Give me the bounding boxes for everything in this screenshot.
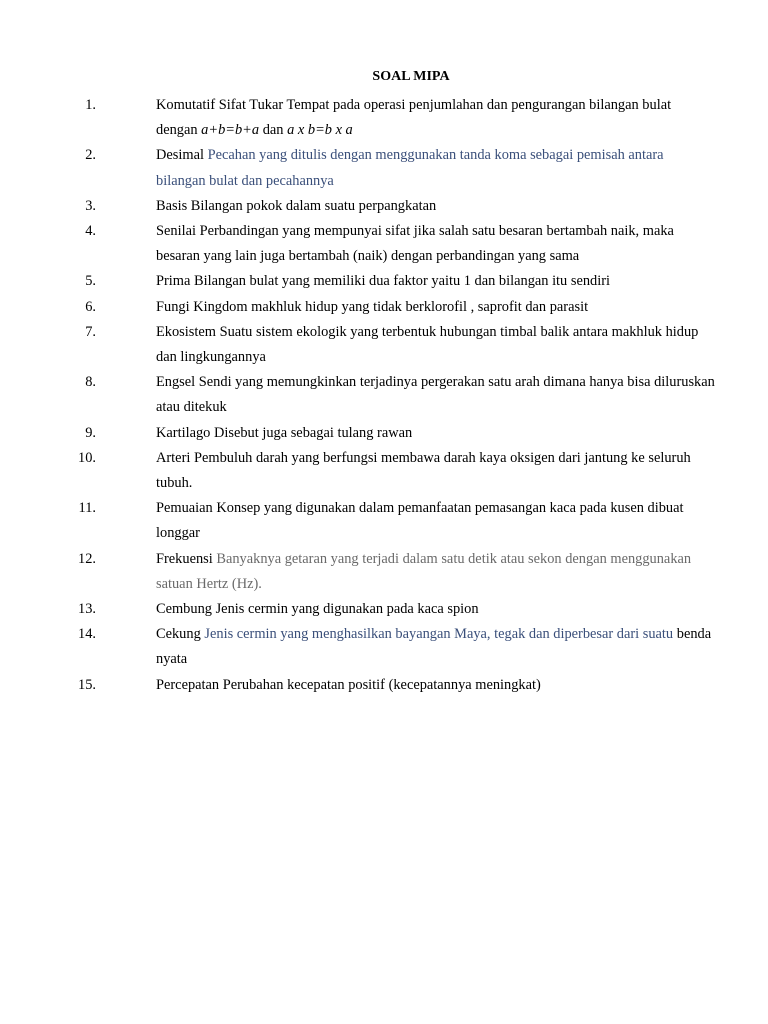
list-item-8 (0, 370, 716, 420)
item-number: 6. (85, 298, 96, 315)
item-term: Frekuensi (156, 550, 213, 567)
item-number: 9. (85, 424, 96, 441)
item-number: 4. (85, 223, 96, 240)
item-term: Kartilago (156, 424, 211, 441)
item-number: 14. (78, 626, 96, 643)
item-definition: Perubahan kecepatan positif (kecepatannya meningkat) (222, 676, 541, 693)
item-definition-continued: benda nyata (156, 626, 712, 668)
item-connector: dan (262, 122, 284, 139)
item-term: Engsel (156, 374, 196, 391)
item-definition: Pembuluh darah yang berfungsi membawa darah kaya oksigen dari jantung ke seluruh tubuh. (156, 449, 691, 492)
list-item-5 (0, 269, 716, 294)
item-term: Senilai (156, 223, 196, 240)
item-term: Desimal (156, 147, 204, 164)
item-definition: Jenis cermin yang menghasilkan bayangan Maya, tegak dan diperbesar dari suatu (204, 626, 674, 643)
list-item-4 (0, 219, 716, 269)
item-definition: Bilangan bulat yang memiliki dua faktor yaitu 1 dan bilangan itu sendiri (193, 273, 611, 290)
item-definition: Disebut juga sebagai tulang rawan (213, 424, 413, 441)
item-definition: Sendi yang memungkinkan terjadinya pergerakan satu arah dimana hanya bisa diluruskan atau ditekuk (156, 374, 715, 416)
list-item-14 (0, 622, 716, 672)
item-definition: Banyaknya getaran yang terjadi dalam satu detik atau sekon dengan menggunakan satuan Hertz (Hz). (156, 550, 692, 592)
item-term: Arteri (156, 449, 191, 466)
item-number: 7. (85, 323, 96, 340)
item-definition: Konsep yang digunakan dalam pemanfaatan pemasangan kaca pada kusen dibuat longgar (156, 500, 684, 542)
list-item-12 (0, 547, 716, 597)
item-number: 5. (85, 273, 96, 290)
item-term: Basis (156, 197, 188, 214)
list-item-3 (0, 194, 716, 219)
item-number: 2. (85, 147, 96, 164)
item-formula-commutative-addition: a+b=b+a (201, 122, 260, 139)
item-definition: Pecahan yang ditulis dengan menggunakan tanda koma sebagai pemisah antara bilangan bulat dan pecahannya (156, 147, 664, 189)
item-definition: Jenis cermin yang digunakan pada kaca spion (215, 601, 479, 618)
list-item-9 (0, 421, 716, 446)
item-term: Cekung (156, 626, 201, 643)
question-list (0, 93, 716, 698)
item-formula-commutative-multiplication: a x b=b x a (287, 122, 353, 139)
item-number: 15. (78, 676, 96, 693)
item-definition: Perbandingan yang mempunyai sifat jika salah satu besaran bertambah naik, maka besaran yang lain juga bertambah (naik) dengan perbandingan yang sama (156, 223, 674, 265)
list-item-1 (0, 93, 716, 143)
item-term: Ekosistem (156, 323, 216, 340)
item-number: 11. (78, 500, 96, 517)
item-definition: Suatu sistem ekologik yang terbentuk hubungan timbal balik antara makhluk hidup dan lingkungannya (156, 323, 699, 366)
item-number: 8. (85, 374, 96, 391)
list-item-10 (0, 446, 716, 496)
list-item-6 (0, 295, 716, 320)
item-definition: Kingdom makhluk hidup yang tidak berklorofil , saprofit dan parasit (193, 298, 589, 315)
item-term: Pemuaian (156, 500, 213, 517)
item-definition: Sifat Tukar Tempat pada operasi penjumlahan dan pengurangan bilangan bulat dengan (156, 97, 672, 139)
item-number: 10. (78, 449, 96, 466)
item-term: Komutatif (156, 97, 216, 113)
item-term: Fungi (156, 298, 190, 315)
item-number: 3. (85, 197, 96, 214)
list-item-7 (0, 320, 716, 370)
item-definition: Bilangan pokok dalam suatu perpangkatan (190, 197, 437, 214)
item-number: 13. (78, 601, 96, 618)
item-term: Prima (156, 273, 191, 290)
list-item-11 (0, 496, 716, 546)
list-item-15 (0, 673, 716, 698)
list-item-2 (0, 143, 716, 193)
item-term: Cembung (156, 601, 212, 618)
document-title: SOAL MIPA (372, 69, 450, 84)
list-item-13 (0, 597, 716, 622)
item-term: Percepatan (156, 676, 220, 693)
item-number: 1. (85, 97, 96, 113)
item-number: 12. (78, 550, 96, 567)
